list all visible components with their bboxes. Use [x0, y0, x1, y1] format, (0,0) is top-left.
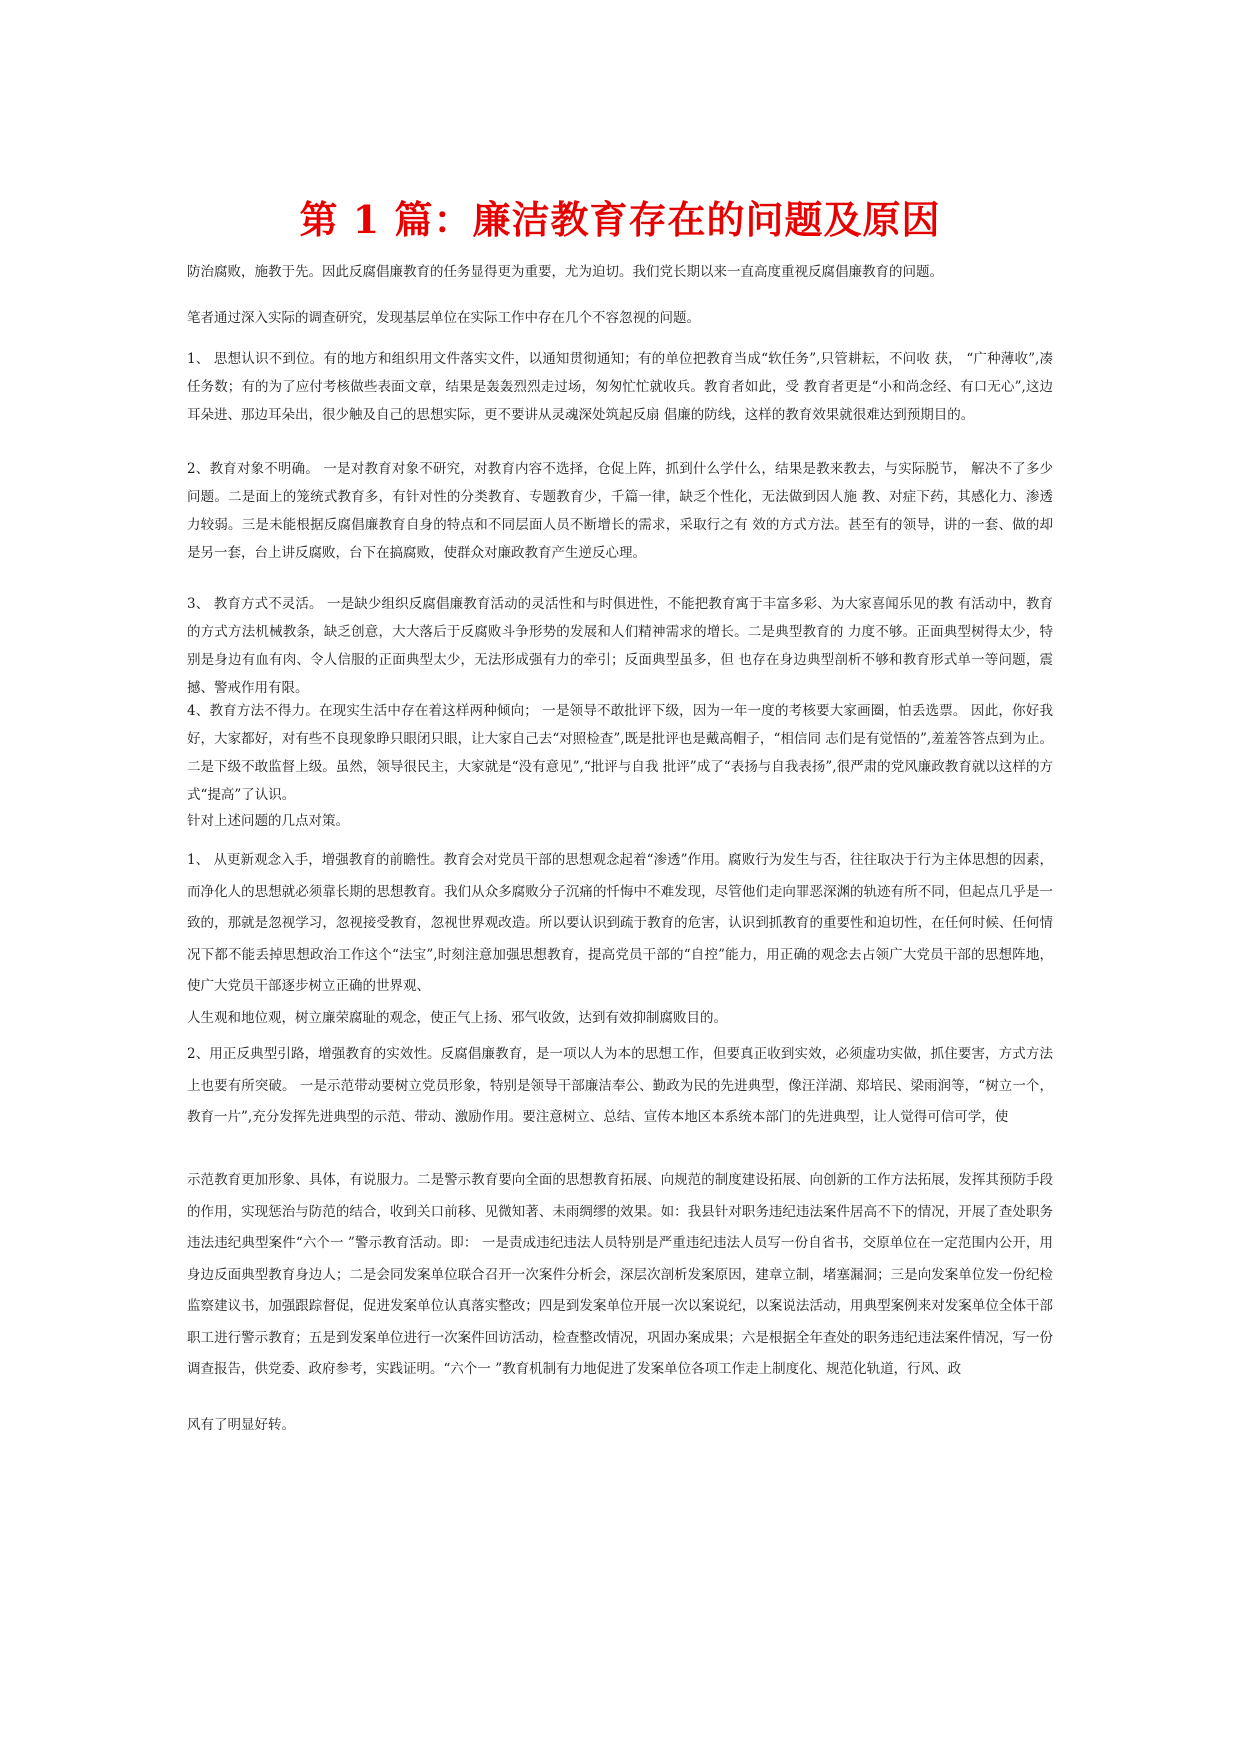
paragraph [187, 455, 1053, 567]
document-title: 第 1 篇：廉洁教育存在的问题及原因 [299, 197, 941, 243]
paragraph-text: 4、教育方法不得力。在现实生活中存在着这样两种倾向； 一是领导不敢批评下级，因为一年一度的考核要大家画圈，怕丢选票。 因此，你好我好，大家都好，对有些不良现象睁只眼闭只眼，让大家自己去“对照检查”,既是批评也是戴高帽子，“相信同 志们是有觉悟的”,羞羞答答点到为止。二是下级不敢监督上级。虽然，领导很民主，大家就是“没有意见”,“批评与自我 批评”成了“表扬与自我表扬”,很严肃的党风廉政教育就以这样的方式“提高”了认识。 [187, 703, 1053, 803]
paragraph-text: 笔者通过深入实际的调查研究，发现基层单位在实际工作中存在几个不容忽视的问题。 [187, 310, 700, 326]
paragraph [187, 807, 1053, 835]
paragraph-text: 2、教育对象不明确。 一是对教育对象不研究，对教育内容不选择，仓促上阵，抓到什么学什么，结果是教来教去，与实际脱节， 解决不了多少问题。二是面上的笼统式教育多，有针对性的分类教育、专题教育少，千篇一律，缺乏个性化，无法做到因人施 教、对症下药，其感化力、渗透力较弱。三是未能根据反腐倡廉教育自身的特点和不同层面人员不断增长的需求，采取行之有 效的方式方法。甚至有的领导，讲的一套、做的却是另一套，台上讲反腐败，台下在搞腐败，使群众对廉政教育产生逆反心理。 [187, 461, 1053, 561]
paragraph-text: 针对上述问题的几点对策。 [187, 813, 349, 829]
paragraph-text: 人生观和地位观，树立廉荣腐耻的观念，使正气上扬、邪气收敛，达到有效抑制腐败目的。 [187, 1010, 727, 1026]
paragraph [187, 845, 1053, 1003]
paragraph [187, 258, 1053, 286]
paragraph [187, 1039, 1053, 1134]
paragraph-text: 2、用正反典型引路，增强教育的实效性。反腐倡廉教育，是一项以人为本的思想工作，但要真正收到实效，必须虚功实做，抓住要害，方式方法上也要有所突破。 一是示范带动要树立党员形象，特别是领导干部廉洁奉公、勤政为民的先进典型，像汪洋湖、郑培民、梁雨润等，“树立一个，教育一片”,充分发挥先进典型的示范、带动、激励作用。要注意树立、总结、宣传本地区本系统本部门的先进典型，让人觉得可信可学，使 [187, 1046, 1053, 1125]
paragraph [187, 1003, 1053, 1035]
paragraph-text: 示范教育更加形象、具体，有说服力。二是警示教育要向全面的思想教育拓展、向规范的制度建设拓展、向创新的工作方法拓展，发挥其预防手段的作用，实现惩治与防范的结合，收到关口前移、见微知著、未雨绸缪的效果。如：我县针对职务违纪违法案件居高不下的情况，开展了查处职务违法违纪典型案件“六个一 ”警示教育活动。即： 一是责成违纪违法人员特别是严重违纪违法人员写一份自省书，交原单位在一定范围内公开，用身边反面典型教育身边人；二是会同发案单位联合召开一次案件分析会，深层次剖析发案原因，建章立制，堵塞漏洞；三是向发案单位发一份纪检监察建议书，加强跟踪督促，促进发案单位认真落实整改；四是到发案单位开展一次以案说纪，以案说法活动，用典型案例来对发案单位全体干部职工进行警示教育；五是到发案单位进行一次案件回访活动，检查整改情况，巩固办案成果；六是根据全年查处的职务违纪违法案件情况，写一份调查报告，供党委、政府参考，实践证明。“六个一 ”教育机制有力地促进了发案单位各项工作走上制度化、规范化轨道，行风、政 [187, 1172, 1053, 1377]
paragraph-text: 1、 从更新观念入手，增强教育的前瞻性。教育会对党员干部的思想观念起着“渗透”作用。腐败行为发生与否，往往取决于行为主体思想的因素，而净化人的思想就必须靠长期的思想教育。我们从众多腐败分子沉痛的忏悔中不难发现，尽管他们走向罪恶深渊的轨迹有所不同，但起点几乎是一致的，那就是忽视学习，忽视接受教育，忽视世界观改造。所以要认识到疏于教育的危害，认识到抓教育的重要性和迫切性，在任何时候、任何情况下都不能丢掉思想政治工作这个“法宝”,时刻注意加强思想教育，提高党员干部的“自控”能力，用正确的观念去占领广大党员干部的思想阵地，使广大党员干部逐步树立正确的世界观、 [187, 852, 1053, 994]
paragraph-text: 风有了明显好转。 [187, 1417, 295, 1433]
paragraph [187, 345, 1053, 429]
paragraph-text: 防治腐败，施教于先。因此反腐倡廉教育的任务显得更为重要，尤为迫切。我们党长期以来一直高度重视反腐倡廉教育的问题。 [187, 264, 943, 280]
paragraph-text: 1、 思想认识不到位。有的地方和组织用文件落实文件，以通知贯彻通知；有的单位把教育当成“软任务”,只管耕耘，不问收 获， “广种薄收”,凑任务数；有的为了应付考核做些表面文章，结果是轰轰烈烈走过场，匆匆忙忙就收兵。教育者如此，受 教育者更是“小和尚念经、有口无心”,这边耳朵进、那边耳朵出，很少触及自己的思想实际，更不要讲从灵魂深处筑起反扇 倡廉的防线，这样的教育效果就很难达到预期目的。 [187, 351, 1053, 423]
paragraph [187, 304, 1053, 332]
paragraph [187, 697, 1053, 809]
paragraph [187, 590, 1053, 702]
paragraph-text: 3、 教育方式不灵活。 一是缺少组织反腐倡廉教育活动的灵活性和与时俱进性，不能把教育寓于丰富多彩、为大家喜闻乐见的教 有活动中，教育的方式方法机械教条，缺乏创意，大大落后于反腐败斗争形势的发展和人们精神需求的增长。二是典型教育的 力度不够。正面典型树得太少，特别是身边有血有肉、令人信服的正面典型太少，无法形成强有力的牵引；反面典型虽多，但 也存在身边典型剖析不够和教育形式单一等问题，震撼、警戒作用有限。 [187, 596, 1053, 696]
paragraph [187, 1165, 1053, 1386]
paragraph [187, 1410, 1053, 1442]
